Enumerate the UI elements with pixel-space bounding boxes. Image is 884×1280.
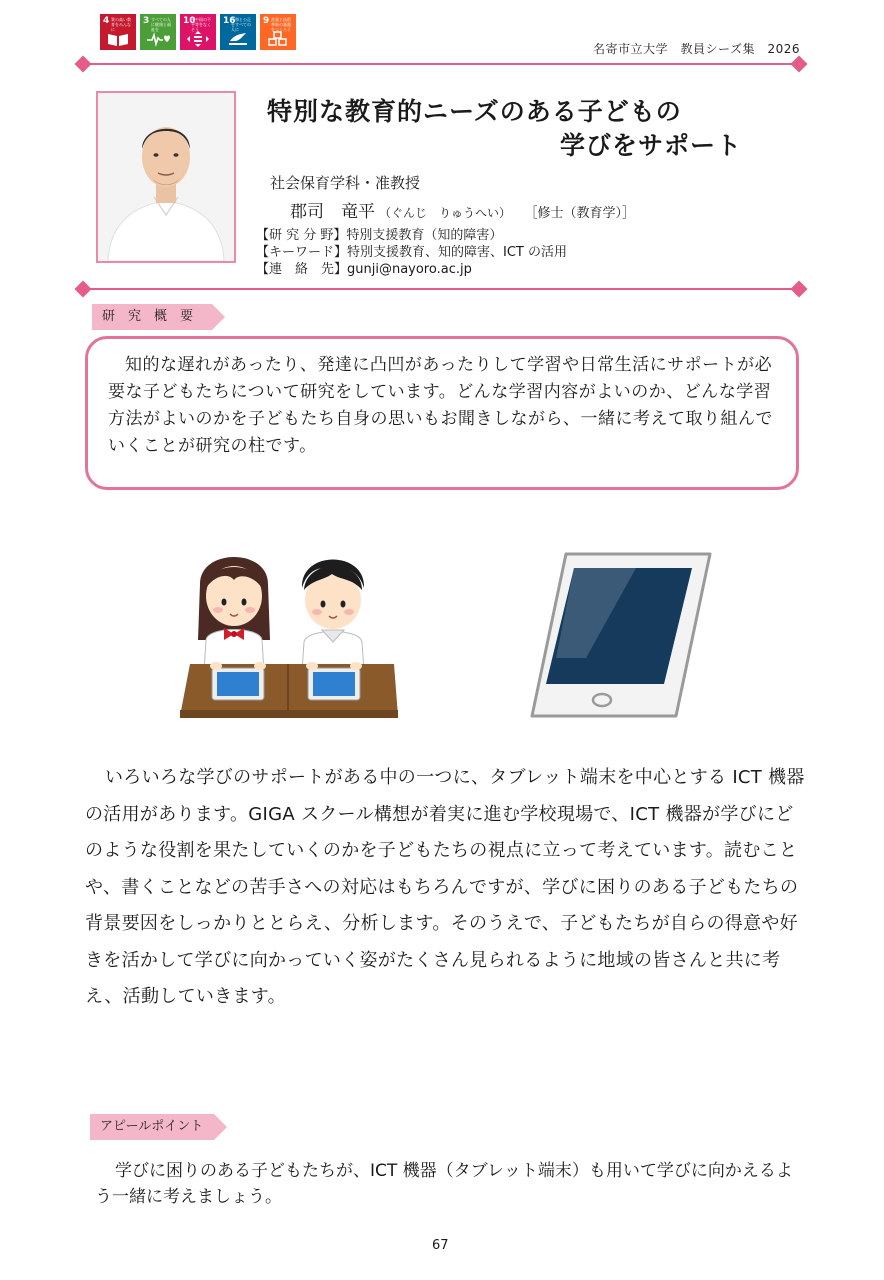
equality-icon	[186, 31, 210, 47]
research-summary: 知的な遅れがあったり、発達に凸凹があったりして学習や日常生活にサポートが必要な子どもたちについて研究をしています。どんな学習内容がよいのか、どんな学習方法がよいのかを子どもたち自身の思いもお聞きしながら、一緒に考えて取り組んでいくことが研究の柱です。	[108, 355, 773, 456]
faculty-degree: ［修士（教育学）］	[531, 206, 636, 221]
section-tag-appeal: アピールポイント	[90, 1114, 214, 1140]
tablet-device-illustration	[526, 548, 714, 720]
sdg-label: すべての人に健康と福祉を	[151, 17, 171, 32]
sdg-label: 質の高い教育をみんなに	[111, 17, 131, 32]
cubes-icon	[266, 31, 290, 47]
sdg-number: 4	[103, 16, 110, 26]
top-rule	[84, 63, 798, 65]
sdg-label: 人や国の不平等をなくそう	[191, 17, 211, 32]
dove-icon	[226, 31, 250, 47]
book-icon	[106, 31, 130, 47]
sdg-9-icon	[260, 14, 296, 50]
sdg-number: 16	[223, 16, 236, 26]
faculty-name-reading: （ぐんじ りゅうへい）	[379, 206, 512, 220]
sdg-icons	[100, 14, 296, 50]
sdg-3-icon	[140, 14, 176, 50]
page-title-line1: 特別な教育的ニーズのある子どもの	[267, 97, 682, 126]
sdg-number: 9	[263, 16, 270, 26]
faculty-name: 郡司 竜平	[290, 202, 375, 222]
sdg-number: 3	[143, 16, 150, 26]
rule-diamond-right	[791, 56, 808, 73]
students-tablet-illustration	[172, 544, 402, 724]
contact-email[interactable]: 【連 絡 先】gunji@nayoro.ac.jp	[256, 262, 472, 277]
tag-arrow	[214, 1114, 227, 1140]
sdg-label: 平和と公正をすべての人に	[231, 17, 251, 32]
header-catalog-title: 名寄市立大学 教員シーズ集 2026	[593, 42, 800, 56]
page-title-line2: 学びをサポート	[560, 131, 743, 160]
research-field: 【研 究 分 野】特別支援教育（知的障害）	[256, 228, 503, 243]
sdg-number: 10	[183, 16, 196, 26]
page-number: 67	[432, 1238, 449, 1253]
sdg-16-icon	[220, 14, 256, 50]
department-position: 社会保育学科・准教授	[270, 174, 421, 192]
faculty-name-line	[290, 197, 635, 222]
rule-diamond-right	[791, 281, 808, 298]
body-paragraph: いろいろな学びのサポートがある中の一つに、タブレット端末を中心とする ICT 機器の活用があります。GIGA スクール構想が着実に進む学校現場で、ICT 機器が学びにどのような役割を果たしていくのかを子どもたちの視点に立って考えています。読むことや、書くことなどの苦手さへの対応はもちろんですが、学びに困りのある子どもたちの背景要因をしっかりととらえ、分析します。そのうえで、子どもたちが自らの得意や好きを活かして学びに向かっていく姿がたくさん見られるように地域の皆さんと共に考え、活動していきます。	[85, 767, 805, 1007]
faculty-portrait	[96, 91, 236, 263]
keywords: 【キーワード】特別支援教育、知的障害、ICT の活用	[256, 245, 567, 260]
sdg-label: 産業と技術革新の基盤をつくろう	[271, 17, 291, 32]
middle-rule	[84, 288, 798, 290]
appeal-point: 学びに困りのある子どもたちが、ICT 機器（タブレット端末）も用いて学びに向かえるよう一緒に考えましょう。	[95, 1161, 793, 1207]
tag-arrow	[212, 304, 225, 330]
heartbeat-icon	[146, 31, 170, 47]
sdg-10-icon	[180, 14, 216, 50]
section-tag-summary: 研 究 概 要	[92, 304, 212, 330]
sdg-4-icon	[100, 14, 136, 50]
